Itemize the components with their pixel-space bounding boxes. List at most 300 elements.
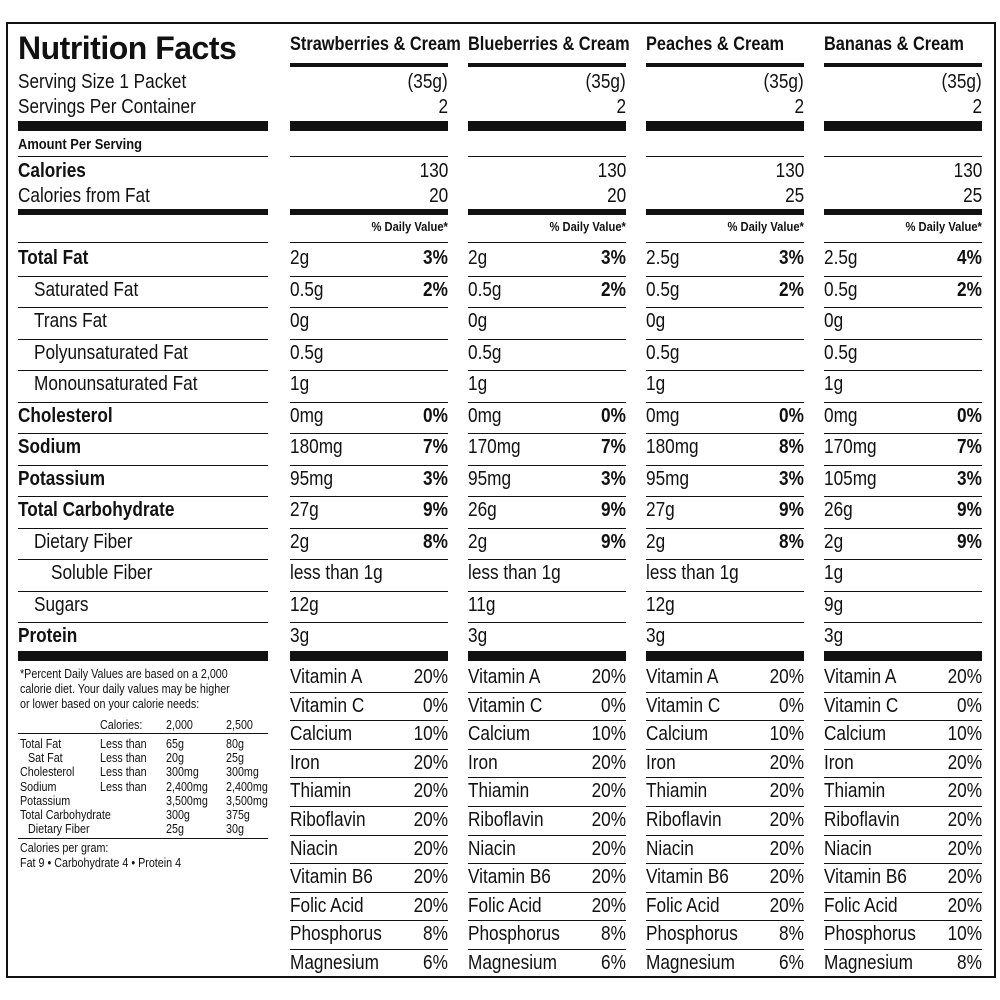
nutrient-percent-3-7-text: 3%: [957, 467, 982, 490]
vitamin-row-rule-1-2: [468, 749, 626, 750]
header-rule-3: [824, 63, 982, 67]
nutrient-amount-2-9-text: 2g: [646, 530, 666, 553]
nutrient-row-rule-2-0: [646, 276, 804, 277]
daily-value-header-3-text: % Daily Value*: [905, 219, 982, 234]
vitamin-percent-0-4-text: 20%: [413, 780, 448, 803]
nutrient-amount-1-8-text: 26g: [468, 499, 497, 521]
nutrient-amount-3-1-text: 0.5g: [824, 278, 858, 301]
vitamin-label-0-10-text: Magnesium: [290, 952, 379, 974]
footnote-row-2500-6-text: 30g: [226, 822, 244, 837]
nutrient-amount-3-11-text: 9g: [824, 593, 844, 616]
nutrient-percent-1-10: [468, 561, 626, 585]
calories-1-text: 130: [597, 160, 626, 182]
vitamin-percent-0-1-text: 0%: [423, 694, 448, 717]
vitamin-percent-1-7-text: 20%: [591, 866, 626, 889]
daily-value-header-1-text: % Daily Value*: [549, 219, 626, 234]
nutrient-row-rule-3-10: [824, 591, 982, 592]
vitamin-label-1-8-text: Folic Acid: [468, 894, 542, 917]
vitamin-row-rule-3-5: [824, 835, 982, 836]
thick-rule-mid-2: [468, 209, 626, 215]
nutrient-percent-0-12: [290, 624, 448, 648]
vitamin-row-rule-0-1: [290, 720, 448, 721]
vitamin-row-rule-1-3: [468, 777, 626, 778]
vitamin-percent-0-8-text: 20%: [413, 894, 448, 917]
calories-2: [646, 159, 804, 183]
nutrient-percent-2-12: [646, 624, 804, 648]
servings-1-text: 2: [616, 96, 626, 118]
footnote-row-label-0-text: Total Fat: [20, 737, 62, 751]
nutrient-percent-0-0: [290, 246, 448, 270]
calories-fat-label: [18, 184, 278, 208]
footnote-row-2000-3: [166, 780, 226, 795]
nutrient-amount-3-7-text: 105mg: [824, 467, 877, 490]
nutrient-label-7-text: Potassium: [18, 467, 105, 490]
nutrient-row-rule-0-7: [290, 496, 448, 497]
vitamin-percent-2-2: [646, 722, 804, 746]
vitamin-percent-2-0: [646, 665, 804, 689]
footnote-header-2000-text: 2,000: [166, 718, 193, 732]
vitamin-percent-1-1-text: 0%: [601, 694, 626, 717]
vitamin-percent-3-9-text: 10%: [947, 923, 982, 946]
vitamin-percent-3-0-text: 20%: [947, 666, 982, 688]
vitamin-label-1-5-text: Riboflavin: [468, 809, 544, 831]
nutrient-row-rule-0-11: [290, 622, 448, 623]
vitamin-row-rule-3-6: [824, 863, 982, 864]
nutrient-row-rule-label-6: [18, 465, 268, 466]
nutrient-amount-0-2-text: 0g: [290, 310, 310, 332]
column-title-1: [468, 34, 636, 56]
nutrient-amount-2-2-text: 0g: [646, 310, 666, 332]
vitamin-row-rule-2-4: [646, 806, 804, 807]
vitamin-percent-2-6-text: 20%: [769, 837, 804, 860]
footnote-row-2500-5: [226, 808, 286, 823]
nutrient-row-rule-3-8: [824, 528, 982, 529]
vitamin-label-3-3-text: Iron: [824, 751, 854, 774]
vitamin-percent-2-1: [646, 694, 804, 718]
vitamin-label-1-7-text: Vitamin B6: [468, 866, 551, 889]
footnote-row-less-2-text: Less than: [100, 765, 147, 780]
thick-rule-top-4: [824, 121, 982, 131]
nutrient-percent-2-7: [646, 467, 804, 491]
vitamin-percent-2-4-text: 20%: [769, 780, 804, 803]
footnote-row-less-3-text: Less than: [100, 779, 147, 794]
vitamin-label-2-4-text: Thiamin: [646, 780, 708, 803]
thin-rule-dv-0: [18, 242, 268, 243]
nutrient-amount-1-5-text: 0mg: [468, 404, 502, 427]
nutrient-amount-3-5-text: 0mg: [824, 404, 858, 427]
servings-label: [18, 95, 278, 119]
nutrient-amount-3-3-text: 0.5g: [824, 341, 858, 364]
vitamin-row-rule-0-6: [290, 863, 448, 864]
vitamin-percent-0-3-text: 20%: [413, 751, 448, 774]
nutrient-row-rule-3-1: [824, 307, 982, 308]
nutrient-percent-3-5-text: 0%: [957, 404, 982, 427]
vitamin-percent-1-4: [468, 779, 626, 803]
daily-value-header-2: [646, 219, 804, 234]
vitamin-label-3-10-text: Magnesium: [824, 952, 913, 974]
vitamin-label-1-10-text: Magnesium: [468, 952, 557, 974]
vitamin-percent-1-9-text: 8%: [601, 923, 626, 946]
vitamin-label-1-6-text: Niacin: [468, 837, 516, 860]
nutrient-label-1-text: Saturated Fat: [34, 278, 139, 301]
nutrient-row-rule-label-1: [18, 307, 268, 308]
nutrient-row-rule-2-5: [646, 433, 804, 434]
vitamin-percent-3-4-text: 20%: [947, 780, 982, 803]
thick-rule-top-1: [290, 121, 448, 131]
vitamin-label-3-2-text: Calcium: [824, 723, 887, 746]
nutrient-percent-2-1-text: 2%: [779, 278, 804, 301]
vitamin-row-rule-2-2: [646, 749, 804, 750]
nutrient-amount-2-11-text: 12g: [646, 593, 675, 616]
vitamin-label-0-9-text: Phosphorus: [290, 923, 382, 946]
footnote-per-gram-line: [20, 856, 270, 871]
vitamin-percent-1-0: [468, 665, 626, 689]
vitamin-percent-1-10: [468, 951, 626, 975]
calories-0: [290, 159, 448, 183]
vitamin-percent-0-4: [290, 779, 448, 803]
nutrient-percent-0-9-text: 8%: [423, 530, 448, 553]
thick-rule-mid-4: [824, 209, 982, 215]
nutrient-percent-3-11: [824, 593, 982, 617]
nutrient-amount-2-1-text: 0.5g: [646, 278, 680, 301]
vitamin-percent-3-3-text: 20%: [947, 751, 982, 774]
nutrient-percent-1-9-text: 9%: [601, 530, 626, 553]
vitamin-percent-1-3-text: 20%: [591, 751, 626, 774]
vitamin-percent-2-1-text: 0%: [779, 694, 804, 717]
calories-2-text: 130: [775, 160, 804, 182]
nutrient-percent-2-7-text: 3%: [779, 467, 804, 490]
calories-fat-3-text: 25: [962, 185, 982, 207]
nutrient-amount-2-0-text: 2.5g: [646, 247, 680, 269]
serving-size-2: [646, 70, 804, 94]
vitamin-label-3-4-text: Thiamin: [824, 780, 886, 803]
nutrient-row-rule-label-2: [18, 339, 268, 340]
nutrient-row-rule-1-1: [468, 307, 626, 308]
vitamin-label-2-5-text: Riboflavin: [646, 809, 722, 831]
vitamin-percent-1-2-text: 10%: [591, 723, 626, 746]
vitamin-percent-0-3: [290, 751, 448, 775]
nutrient-percent-1-1-text: 2%: [601, 278, 626, 301]
vitamin-percent-2-9: [646, 922, 804, 946]
nutrient-percent-2-5-text: 0%: [779, 404, 804, 427]
footnote-rule-bottom: [18, 838, 268, 839]
nutrient-row-rule-3-0: [824, 276, 982, 277]
nutrient-percent-1-9: [468, 530, 626, 554]
footnote-row-label-6-text: Dietary Fiber: [28, 822, 90, 837]
nutrient-label-6-text: Sodium: [18, 436, 82, 458]
nutrient-amount-3-4-text: 1g: [824, 373, 844, 395]
thick-rule-vitamins-0: [18, 651, 268, 661]
footnote-row-2500-4: [226, 794, 286, 809]
footnote-rule-top: [18, 733, 268, 734]
vitamin-label-0-8-text: Folic Acid: [290, 894, 364, 917]
vitamin-row-rule-3-9: [824, 949, 982, 950]
nutrient-label-12-text: Protein: [18, 625, 78, 647]
vitamin-percent-0-9-text: 8%: [423, 923, 448, 946]
nutrient-percent-0-8-text: 9%: [423, 499, 448, 521]
footnote-row-2500-3-text: 2,400mg: [226, 779, 268, 794]
nutrient-percent-1-6-text: 7%: [601, 436, 626, 458]
header-rule-0: [290, 63, 448, 67]
footnote-header-2500-text: 2,500: [226, 718, 253, 732]
nutrient-percent-0-1: [290, 278, 448, 302]
vitamin-label-1-2-text: Calcium: [468, 723, 531, 746]
calories-3-text: 130: [953, 160, 982, 182]
nutrient-percent-0-0-text: 3%: [423, 247, 448, 269]
nutrient-amount-1-12-text: 3g: [468, 625, 488, 647]
vitamin-percent-0-1: [290, 694, 448, 718]
footnote-line-0: [20, 667, 280, 682]
nutrient-row-rule-2-8: [646, 528, 804, 529]
thick-rule-vitamins-1: [290, 651, 448, 661]
vitamin-percent-2-7-text: 20%: [769, 866, 804, 889]
vitamin-label-2-1-text: Vitamin C: [646, 694, 721, 717]
vitamin-row-rule-2-0: [646, 692, 804, 693]
footnote-calories-header-text: Calories:: [100, 718, 143, 732]
nutrient-label-5: [18, 404, 268, 428]
vitamin-percent-1-8: [468, 894, 626, 918]
nutrient-percent-1-12: [468, 624, 626, 648]
nutrient-label-10-text: Soluble Fiber: [51, 562, 153, 584]
footnote-per-gram-label-text: Calories per gram:: [20, 841, 109, 855]
vitamin-label-1-0-text: Vitamin A: [468, 666, 541, 688]
footnote-row-label-4-text: Potassium: [20, 793, 71, 808]
footnote-row-2500-2: [226, 765, 286, 780]
nutrient-percent-2-0: [646, 246, 804, 270]
footnote-row-2000-2-text: 300mg: [166, 765, 199, 780]
vitamin-percent-3-5: [824, 808, 982, 832]
serving-size-0-text: (35g): [407, 71, 448, 93]
column-title-0-text: Strawberries & Cream: [290, 34, 461, 55]
nutrient-percent-0-2: [290, 309, 448, 333]
nutrient-row-rule-2-6: [646, 465, 804, 466]
nutrient-percent-1-1: [468, 278, 626, 302]
nutrient-percent-0-4: [290, 372, 448, 396]
vitamin-row-rule-3-8: [824, 920, 982, 921]
nutrient-percent-3-0: [824, 246, 982, 270]
nutrient-amount-0-12-text: 3g: [290, 625, 310, 647]
nutrient-row-rule-0-8: [290, 528, 448, 529]
vitamin-row-rule-1-8: [468, 920, 626, 921]
thin-rule-amount-0: [18, 156, 268, 157]
nutrient-label-9-text: Dietary Fiber: [34, 530, 133, 553]
vitamin-percent-1-7: [468, 865, 626, 889]
nutrient-label-8-text: Total Carbohydrate: [18, 499, 175, 521]
vitamin-row-rule-2-1: [646, 720, 804, 721]
vitamin-row-rule-0-7: [290, 892, 448, 893]
vitamin-percent-3-5-text: 20%: [947, 809, 982, 831]
vitamin-percent-2-8-text: 20%: [769, 894, 804, 917]
nutrient-amount-2-8-text: 27g: [646, 499, 675, 521]
footnote-row-less-1: [100, 751, 170, 766]
servings-1: [468, 95, 626, 119]
nutrient-percent-3-9-text: 9%: [957, 530, 982, 553]
vitamin-label-0-1-text: Vitamin C: [290, 694, 365, 717]
nutrient-row-rule-3-7: [824, 496, 982, 497]
nutrient-label-12: [18, 624, 268, 648]
vitamin-percent-3-10: [824, 951, 982, 975]
thin-rule-dv-3: [646, 242, 804, 243]
nutrient-amount-2-5-text: 0mg: [646, 404, 680, 427]
nutrient-label-7: [18, 467, 268, 491]
vitamin-label-1-1-text: Vitamin C: [468, 694, 543, 717]
nutrient-label-3: [34, 341, 284, 365]
nutrient-row-rule-0-10: [290, 591, 448, 592]
nutrient-percent-0-5: [290, 404, 448, 428]
nutrient-percent-1-5: [468, 404, 626, 428]
footnote-row-2000-0-text: 65g: [166, 737, 184, 751]
footnote-row-less-2: [100, 765, 170, 780]
nutrient-row-rule-3-9: [824, 559, 982, 560]
vitamin-row-rule-0-2: [290, 749, 448, 750]
vitamin-percent-2-6: [646, 837, 804, 861]
nutrient-amount-3-8-text: 26g: [824, 499, 853, 521]
nutrient-percent-0-1-text: 2%: [423, 278, 448, 301]
daily-value-header-1: [468, 219, 626, 234]
nutrient-row-rule-1-8: [468, 528, 626, 529]
vitamin-label-0-6-text: Niacin: [290, 837, 338, 860]
footnote-row-less-6: [100, 822, 170, 837]
vitamin-label-2-9-text: Phosphorus: [646, 923, 738, 946]
footnote-row-less-4: [100, 794, 170, 809]
column-title-3: [824, 34, 992, 56]
header-rule-2: [646, 63, 804, 67]
nutrient-row-rule-2-1: [646, 307, 804, 308]
nutrient-row-rule-3-5: [824, 433, 982, 434]
nutrient-row-rule-2-11: [646, 622, 804, 623]
column-title-2: [646, 34, 814, 56]
footnote-row-2500-1: [226, 751, 286, 766]
vitamin-row-rule-1-4: [468, 806, 626, 807]
footnote-row-2500-4-text: 3,500mg: [226, 793, 268, 808]
vitamin-label-3-8-text: Folic Acid: [824, 894, 898, 917]
nutrient-label-2-text: Trans Fat: [34, 310, 107, 332]
vitamin-percent-2-8: [646, 894, 804, 918]
nutrient-amount-0-10-text: less than 1g: [290, 562, 383, 584]
serving-size-0: [290, 70, 448, 94]
nutrient-percent-3-2: [824, 309, 982, 333]
nutrient-amount-0-9-text: 2g: [290, 530, 310, 553]
nutrient-percent-3-6: [824, 435, 982, 459]
nutrient-percent-0-6: [290, 435, 448, 459]
nutrient-percent-2-3: [646, 341, 804, 365]
vitamin-label-0-2-text: Calcium: [290, 723, 353, 746]
vitamin-row-rule-0-4: [290, 806, 448, 807]
nutrient-amount-1-4-text: 1g: [468, 373, 488, 395]
nutrient-percent-1-5-text: 0%: [601, 404, 626, 427]
vitamin-label-1-3-text: Iron: [468, 751, 498, 774]
nutrient-percent-2-6: [646, 435, 804, 459]
nutrient-amount-0-8-text: 27g: [290, 499, 319, 521]
nutrient-row-rule-1-2: [468, 339, 626, 340]
column-title-2-text: Peaches & Cream: [646, 34, 785, 55]
vitamin-label-0-5-text: Riboflavin: [290, 809, 366, 831]
footnote-row-2500-0-text: 80g: [226, 737, 244, 751]
vitamin-row-rule-2-6: [646, 863, 804, 864]
footnote-row-2000-6: [166, 822, 226, 837]
calories-3: [824, 159, 982, 183]
nutrient-percent-3-8: [824, 498, 982, 522]
footnote-row-2000-0: [166, 737, 226, 752]
nutrient-amount-0-6-text: 180mg: [290, 436, 343, 458]
nutrient-amount-1-1-text: 0.5g: [468, 278, 502, 301]
nutrient-label-2: [34, 309, 284, 333]
vitamin-row-rule-1-6: [468, 863, 626, 864]
nutrient-label-4: [34, 372, 284, 396]
vitamin-row-rule-3-7: [824, 892, 982, 893]
nutrient-percent-1-0: [468, 246, 626, 270]
nutrient-label-3-text: Polyunsaturated Fat: [34, 341, 188, 364]
vitamin-label-0-0-text: Vitamin A: [290, 666, 363, 688]
nutrient-row-rule-0-2: [290, 339, 448, 340]
footnote-row-2000-1: [166, 751, 226, 766]
nutrient-label-0-text: Total Fat: [18, 247, 89, 269]
nutrient-percent-0-10: [290, 561, 448, 585]
nutrient-row-rule-2-10: [646, 591, 804, 592]
nutrient-amount-0-1-text: 0.5g: [290, 278, 324, 301]
nutrient-percent-2-9: [646, 530, 804, 554]
vitamin-row-rule-0-0: [290, 692, 448, 693]
serving-size-2-text: (35g): [763, 71, 804, 93]
nutrient-row-rule-1-4: [468, 402, 626, 403]
vitamin-label-3-1-text: Vitamin C: [824, 694, 899, 717]
nutrient-row-rule-2-2: [646, 339, 804, 340]
vitamin-percent-2-7: [646, 865, 804, 889]
footnote-row-less-3: [100, 780, 170, 795]
thick-rule-mid-0: [18, 209, 268, 215]
amount-per-serving: [18, 133, 278, 157]
thin-rule-dv-2: [468, 242, 626, 243]
nutrient-percent-3-12: [824, 624, 982, 648]
nutrient-amount-1-7-text: 95mg: [468, 467, 512, 490]
footnote-per-gram-line-text: Fat 9 • Carbohydrate 4 • Protein 4: [20, 856, 182, 870]
calories-fat-3: [824, 184, 982, 208]
thick-rule-top-0: [18, 121, 268, 131]
vitamin-percent-2-2-text: 10%: [769, 723, 804, 746]
nutrient-amount-2-12-text: 3g: [646, 625, 666, 647]
vitamin-label-3-7-text: Vitamin B6: [824, 866, 907, 889]
nutrient-row-rule-1-10: [468, 591, 626, 592]
nutrient-row-rule-0-9: [290, 559, 448, 560]
vitamin-percent-0-10-text: 6%: [423, 952, 448, 974]
column-title-3-text: Bananas & Cream: [824, 34, 964, 55]
thin-rule-amount-3: [646, 156, 804, 157]
footnote-row-2500-5-text: 375g: [226, 808, 250, 822]
nutrient-row-rule-label-8: [18, 528, 268, 529]
footnote-row-label-2-text: Cholesterol: [20, 765, 75, 780]
servings-2-text: 2: [794, 96, 804, 118]
daily-value-header-3: [824, 219, 982, 234]
nutrient-row-rule-3-3: [824, 370, 982, 371]
servings-0: [290, 95, 448, 119]
vitamin-label-3-5-text: Riboflavin: [824, 809, 900, 831]
vitamin-percent-2-3: [646, 751, 804, 775]
nutrient-percent-3-0-text: 4%: [957, 247, 982, 269]
vitamin-row-rule-3-1: [824, 720, 982, 721]
nutrient-row-rule-3-6: [824, 465, 982, 466]
nutrient-row-rule-2-7: [646, 496, 804, 497]
serving-size-3: [824, 70, 982, 94]
footnote-row-2000-5: [166, 808, 226, 823]
nutrient-row-rule-2-9: [646, 559, 804, 560]
nutrient-amount-1-2-text: 0g: [468, 310, 488, 332]
nutrient-percent-2-1: [646, 278, 804, 302]
vitamin-percent-0-2-text: 10%: [413, 723, 448, 746]
vitamin-percent-1-10-text: 6%: [601, 952, 626, 974]
nutrient-amount-3-10-text: 1g: [824, 562, 844, 584]
vitamin-row-rule-0-3: [290, 777, 448, 778]
column-title-0: [290, 34, 461, 56]
